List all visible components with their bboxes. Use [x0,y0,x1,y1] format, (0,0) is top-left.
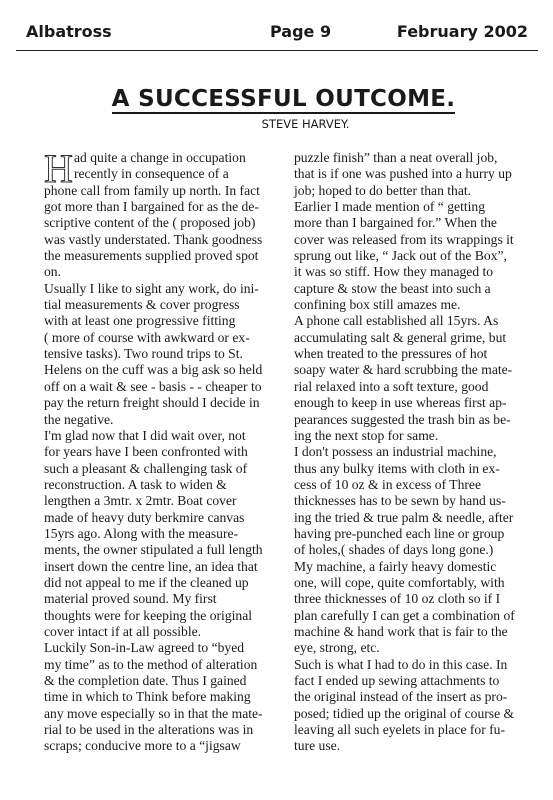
text-line: cover was released from its wrappings it [294,231,514,247]
text-line: ments, the owner stipulated a full length [44,542,263,558]
text-line: recently in consequence of a [74,166,229,182]
text-line: pay the return freight should I decide in [44,395,260,411]
text-line: having pre-punched each line or group [294,525,505,541]
text-line: tensive tasks). Two round trips to St. [44,346,243,362]
text-line: thicknesses has to be sewn by hand us- [294,493,506,509]
text-line: my time” as to the method of alteration [44,656,258,672]
article-title [0,86,553,112]
article-title-text: A SUCCESSFUL OUTCOME. [111,86,456,112]
text-line: posed; tidied up the original of course & [294,705,515,721]
text-line: Earlier I made mention of “ getting [294,199,485,215]
text-line: ing the next stop for same. [294,427,439,443]
text-line: I don't possess an industrial machine, [294,444,497,460]
text-line: Helens on the cuff was a big ask so held [44,362,263,378]
text-line: got more than I bargained for as the de- [44,199,259,215]
text-line: thus any bulky items with cloth in ex- [294,460,500,476]
text-line: material proved sound. My first [44,591,217,607]
text-line: phone call from family up north. In fact [44,182,260,198]
text-line: any move especially so in that the mate- [44,705,263,721]
text-line: time in which to Think before making [44,689,251,705]
text-line: confining box still amazes me. [294,297,461,313]
text-line: cover intact if at all possible. [44,623,202,639]
text-line: 15yrs ago. Along with the measure- [44,525,239,541]
text-line: insert down the centre line, an idea that [44,558,258,574]
text-line: lengthen a 3mtr. x 2mtr. Boat cover [44,493,237,509]
text-line: tial measurements & cover progress [44,297,240,313]
text-line: was vastly understated. Thank goodness [44,231,263,247]
text-line: Such is what I had to do in this case. In [294,656,508,672]
text-line: ture use. [294,738,341,754]
text-line: rial to be used in the alterations was in [44,722,254,738]
text-line: ad quite a change in occupation [74,150,246,165]
text-line: the measurements supplied proved spot [44,248,259,264]
text-line: I'm glad now that I did wait over, not [44,427,246,443]
text-line: accumulating salt & general grime, but [294,329,507,345]
text-line: made of heavy duty berkmire canvas [44,509,245,525]
text-line: ing the tried & true palm & needle, after [294,509,514,525]
text-line: three thicknesses of 10 oz cloth so if I [294,591,501,607]
text-line: My machine, a fairly heavy domestic [294,558,497,574]
text-line: fact I ended up sewing attachments to [294,673,500,688]
publication-name: Albatross [26,22,112,41]
text-line: leaving all such eyelets in place for fu- [294,722,505,738]
text-line: reconstruction. A task to widen & [44,476,227,492]
text-line: scriptive content of the ( proposed job) [44,215,256,231]
text-line: job; hoped to do better than that. [294,182,472,198]
text-line: cess of 10 oz & in excess of Three [294,476,481,492]
right-column [294,150,526,755]
text-line: soapy water & hard scrubbing the mate- [294,362,513,378]
text-line: rial relaxed into a soft texture, good [294,378,489,394]
text-line: capture & stow the beast into such a [294,280,491,296]
text-line: pearances suggested the trash bin as be- [294,411,511,427]
page-number: Page 9 [270,22,332,41]
text-line: thoughts were for keeping the original [44,607,253,623]
text-line: when treated to the pressures of hot [294,346,488,362]
text-line: one, will cope, quite comfortably, with [294,574,505,590]
left-column [44,146,276,755]
text-line: ( more of course with awkward or ex- [44,329,250,345]
text-line: for years have I been confronted with [44,444,248,460]
text-line: it was so stiff. How they managed to [294,264,494,280]
text-line: scraps; conducive more to a “jigsaw [44,738,241,754]
text-line: eye, strong, etc. [294,640,380,656]
text-line: such a pleasant & challenging task of [44,460,248,476]
text-line: Luckily Son-in-Law agreed to “byed [44,640,245,656]
text-line: & the completion date. Thus I gained [44,673,247,688]
issue-date: February 2002 [396,22,528,41]
text-line: of holes,( shades of days long gone.) [294,542,494,558]
text-line: on. [44,264,61,280]
text-line: with at least one progressive fitting [44,313,236,329]
text-line: Usually I like to sight any work, do ini- [44,280,259,296]
drop-cap: H [44,146,73,191]
text-line: puzzle finish” than a neat overall job, [294,150,498,165]
text-line: sprung out like, “ Jack out of the Box”, [294,248,507,264]
text-line: did not appeal to me if the cleaned up [44,574,249,590]
text-line: off on a wait & see - basis - - cheaper to [44,378,262,394]
text-line: the negative. [44,411,114,427]
text-line: machine & hand work that is fair to the [294,623,508,639]
text-line: plan carefully I can get a combination of [294,607,515,623]
text-line: more than I bargained for.” When the [294,215,497,231]
article-byline: STEVE HARVEY. [261,117,350,131]
text-line: A phone call established all 15yrs. As [294,313,499,329]
header-rule [16,50,538,51]
page-header [16,20,538,50]
text-line: the original instead of the insert as pro- [294,689,508,705]
text-line: enough to keep in use whereas first ap- [294,395,507,411]
text-line: that is if one was pushed into a hurry up [294,166,512,182]
